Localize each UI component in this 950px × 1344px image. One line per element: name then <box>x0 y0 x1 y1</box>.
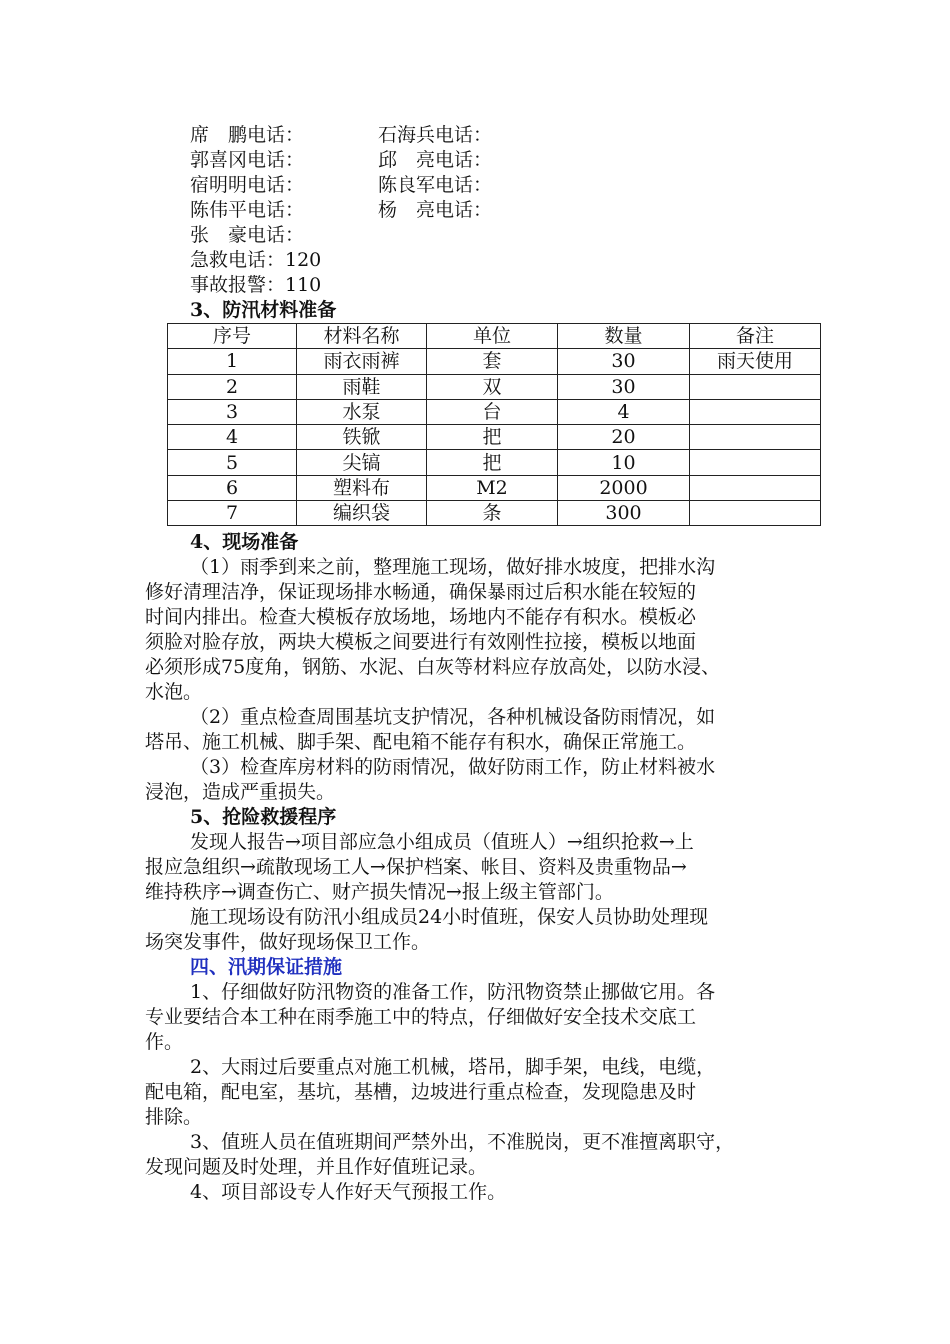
table-cell <box>690 374 821 399</box>
paragraph-line: 2、大雨过后要重点对施工机械，塔吊，脚手架，电线，电缆， <box>190 1056 716 1078</box>
contact-phone-label: 石海兵电话： <box>378 124 493 146</box>
table-row <box>168 501 821 526</box>
paragraph-line: 报应急组织→疏散现场工人→保护档案、帐目、资料及贵重物品→ <box>145 856 687 878</box>
column-header: 材料名称 <box>297 324 427 349</box>
contact-phone-label: 陈良军电话： <box>378 174 493 196</box>
table-row <box>168 475 821 500</box>
accident-phone: 事故报警：110 <box>190 274 322 296</box>
paragraph-line: （3）检查库房材料的防雨情况，做好防雨工作，防止材料被水 <box>190 756 716 778</box>
paragraph-line: （2）重点检查周围基坑支护情况，各种机械设备防雨情况，如 <box>190 706 716 728</box>
table-cell: 塑料布 <box>297 475 427 500</box>
table-row <box>168 425 821 450</box>
contact-phone-label: 张 豪电话： <box>190 224 305 246</box>
table-cell <box>690 425 821 450</box>
materials-table <box>167 323 821 526</box>
emergency-phone: 急救电话：120 <box>190 249 322 271</box>
paragraph-line: 专业要结合本工种在雨季施工中的特点，仔细做好安全技术交底工 <box>145 1006 697 1028</box>
paragraph-line: 须脸对脸存放，两块大模板之间要进行有效刚性拉接，模板以地面 <box>145 631 697 653</box>
table-row <box>168 349 821 374</box>
table-cell: 30 <box>558 374 690 399</box>
table-cell <box>690 475 821 500</box>
table-cell: 30 <box>558 349 690 374</box>
paragraph-line: 水泡。 <box>145 681 203 703</box>
table-cell: 雨衣雨裤 <box>297 349 427 374</box>
contact-row <box>190 123 493 148</box>
paragraph-line: 排除。 <box>145 1106 203 1128</box>
table-row <box>168 450 821 475</box>
table-row <box>168 374 821 399</box>
table-cell: 双 <box>427 374 558 399</box>
column-header: 单位 <box>427 324 558 349</box>
paragraph-line: 维持秩序→调查伤亡、财产损失情况→报上级主管部门。 <box>145 881 614 903</box>
table-cell: 铁锨 <box>297 425 427 450</box>
paragraph-line: 塔吊、施工机械、脚手架、配电箱不能存有积水，确保正常施工。 <box>145 731 697 753</box>
column-header: 数量 <box>558 324 690 349</box>
contact-phone-label: 陈伟平电话： <box>190 199 305 221</box>
paragraph-line: （1）雨季到来之前，整理施工现场，做好排水坡度，把排水沟 <box>190 556 716 578</box>
column-header: 序号 <box>168 324 297 349</box>
contact-row <box>190 223 304 248</box>
contact-phone-label: 邱 亮电话： <box>378 149 493 171</box>
table-cell: 雨鞋 <box>297 374 427 399</box>
section-heading: 四、汛期保证措施 <box>190 956 343 978</box>
table-cell: 4 <box>558 399 690 424</box>
contact-row <box>190 148 493 173</box>
table-row <box>168 399 821 424</box>
contact-row <box>190 198 493 223</box>
paragraph-line: 3、值班人员在值班期间严禁外出，不准脱岗，更不准擅离职守， <box>190 1131 735 1153</box>
paragraph-line: 1、仔细做好防汛物资的准备工作，防汛物资禁止挪做它用。各 <box>190 981 716 1003</box>
table-cell: 把 <box>427 425 558 450</box>
table-cell: 6 <box>168 475 297 500</box>
table-cell: 套 <box>427 349 558 374</box>
paragraph-line: 时间内排出。检查大模板存放场地，场地内不能存有积水。模板必 <box>145 606 697 628</box>
table-cell: 3 <box>168 399 297 424</box>
table-cell: M2 <box>427 475 558 500</box>
contact-phone-label: 宿明明电话： <box>190 174 305 196</box>
table-cell: 编织袋 <box>297 501 427 526</box>
contact-phone-label: 杨 亮电话： <box>378 199 493 221</box>
contact-phone-label: 席 鹏电话： <box>190 124 305 146</box>
table-cell: 台 <box>427 399 558 424</box>
paragraph-line: 作。 <box>145 1031 184 1053</box>
table-cell: 1 <box>168 349 297 374</box>
contact-row <box>190 173 493 198</box>
paragraph-line: 配电箱，配电室，基坑，基槽，边坡进行重点检查，发现隐患及时 <box>145 1081 697 1103</box>
table-cell: 10 <box>558 450 690 475</box>
column-header: 备注 <box>690 324 821 349</box>
table-header-row <box>168 324 821 349</box>
table-cell: 尖镐 <box>297 450 427 475</box>
table-cell: 2000 <box>558 475 690 500</box>
table-cell: 4 <box>168 425 297 450</box>
table-cell: 2 <box>168 374 297 399</box>
contact-phone-label: 郭喜冈电话： <box>190 149 305 171</box>
paragraph-line: 施工现场设有防汛小组成员24小时值班，保安人员协助处理现 <box>190 906 709 928</box>
paragraph-line: 必须形成75度角，钢筋、水泥、白灰等材料应存放高处，以防水浸、 <box>145 656 721 678</box>
paragraph-line: 浸泡，造成严重损失。 <box>145 781 336 803</box>
table-cell: 20 <box>558 425 690 450</box>
section-heading: 5、抢险救援程序 <box>190 806 337 828</box>
section-heading: 3、防汛材料准备 <box>190 299 337 321</box>
table-cell: 水泵 <box>297 399 427 424</box>
paragraph-line: 发现问题及时处理，并且作好值班记录。 <box>145 1156 488 1178</box>
paragraph-line: 4、项目部设专人作好天气预报工作。 <box>190 1181 507 1203</box>
table-cell: 条 <box>427 501 558 526</box>
paragraph-line: 场突发事件，做好现场保卫工作。 <box>145 931 431 953</box>
table-cell: 5 <box>168 450 297 475</box>
paragraph-line: 发现人报告→项目部应急小组成员（值班人）→组织抢救→上 <box>190 831 694 853</box>
table-cell <box>690 450 821 475</box>
table-cell: 300 <box>558 501 690 526</box>
table-cell <box>690 501 821 526</box>
table-cell: 把 <box>427 450 558 475</box>
section-heading: 4、现场准备 <box>190 531 299 553</box>
table-cell <box>690 399 821 424</box>
paragraph-line: 修好清理洁净，保证现场排水畅通，确保暴雨过后积水能在较短的 <box>145 581 697 603</box>
table-cell: 7 <box>168 501 297 526</box>
table-cell: 雨天使用 <box>690 349 821 374</box>
